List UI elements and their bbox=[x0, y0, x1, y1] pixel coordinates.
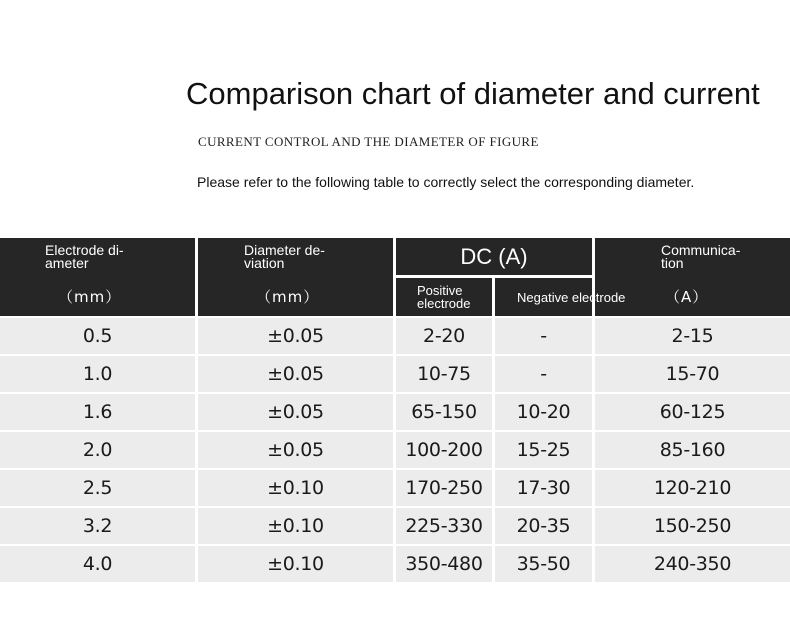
header-diameter-deviation bbox=[198, 238, 393, 316]
cell-dc-negative: 10-20 bbox=[495, 394, 592, 430]
table-row bbox=[0, 394, 790, 432]
cell-electrode-diameter: 2.0 bbox=[0, 432, 195, 468]
cell-dc-negative: - bbox=[495, 356, 592, 392]
cell-communication: 240-350 bbox=[595, 546, 790, 582]
header-dc bbox=[396, 238, 592, 275]
table-body bbox=[0, 318, 790, 584]
header-negative-electrode-label: Negative electrode bbox=[517, 290, 626, 305]
table-row bbox=[0, 432, 790, 470]
cell-electrode-diameter: 1.0 bbox=[0, 356, 195, 392]
header-electrode-diameter-unit: （mm） bbox=[58, 288, 122, 306]
header-electrode-diameter bbox=[0, 238, 195, 316]
cell-dc-positive: 10-75 bbox=[396, 356, 492, 392]
cell-dc-positive: 350-480 bbox=[396, 546, 492, 582]
header-electrode-diameter-label: Electrode di- ameter bbox=[45, 242, 124, 271]
cell-communication: 120-210 bbox=[595, 470, 790, 506]
cell-electrode-diameter: 3.2 bbox=[0, 508, 195, 544]
cell-communication: 150-250 bbox=[595, 508, 790, 544]
table-row bbox=[0, 508, 790, 546]
cell-communication: 60-125 bbox=[595, 394, 790, 430]
cell-electrode-diameter: 2.5 bbox=[0, 470, 195, 506]
cell-electrode-diameter: 4.0 bbox=[0, 546, 195, 582]
header-positive-electrode-label: Positive electrode bbox=[417, 283, 471, 311]
header-negative-electrode bbox=[495, 278, 626, 316]
cell-dc-positive: 65-150 bbox=[396, 394, 492, 430]
table-row bbox=[0, 470, 790, 508]
cell-diameter-deviation: ±0.05 bbox=[198, 394, 393, 430]
header-communication-unit: （A） bbox=[665, 288, 709, 306]
cell-dc-negative: 35-50 bbox=[495, 546, 592, 582]
cell-dc-positive: 225-330 bbox=[396, 508, 492, 544]
cell-dc-negative: 15-25 bbox=[495, 432, 592, 468]
header-diameter-deviation-unit: （mm） bbox=[256, 288, 320, 306]
cell-communication: 15-70 bbox=[595, 356, 790, 392]
header-communication-label: Communica- tion bbox=[661, 242, 741, 271]
table-row bbox=[0, 356, 790, 394]
header-positive-electrode bbox=[396, 278, 492, 316]
cell-communication: 2-15 bbox=[595, 318, 790, 354]
header-dc-label: DC (A) bbox=[460, 244, 528, 269]
cell-dc-positive: 100-200 bbox=[396, 432, 492, 468]
cell-diameter-deviation: ±0.10 bbox=[198, 470, 393, 506]
cell-dc-positive: 2-20 bbox=[396, 318, 492, 354]
table-row bbox=[0, 318, 790, 356]
cell-dc-negative: 17-30 bbox=[495, 470, 592, 506]
cell-dc-negative: 20-35 bbox=[495, 508, 592, 544]
cell-electrode-diameter: 1.6 bbox=[0, 394, 195, 430]
cell-diameter-deviation: ±0.05 bbox=[198, 356, 393, 392]
page-title: Comparison chart of diameter and current bbox=[186, 76, 760, 111]
instruction-note: Please refer to the following table to correctly select the corresponding diameter. bbox=[197, 174, 695, 190]
cell-diameter-deviation: ±0.10 bbox=[198, 546, 393, 582]
cell-electrode-diameter: 0.5 bbox=[0, 318, 195, 354]
cell-diameter-deviation: ±0.10 bbox=[198, 508, 393, 544]
table-header bbox=[0, 238, 790, 316]
subtitle: CURRENT CONTROL AND THE DIAMETER OF FIGURE bbox=[198, 134, 539, 149]
header-diameter-deviation-label: Diameter de- viation bbox=[244, 242, 325, 271]
cell-dc-negative: - bbox=[495, 318, 592, 354]
cell-dc-positive: 170-250 bbox=[396, 470, 492, 506]
cell-diameter-deviation: ±0.05 bbox=[198, 318, 393, 354]
table-row bbox=[0, 546, 790, 584]
cell-communication: 85-160 bbox=[595, 432, 790, 468]
cell-diameter-deviation: ±0.05 bbox=[198, 432, 393, 468]
comparison-table bbox=[0, 238, 790, 582]
